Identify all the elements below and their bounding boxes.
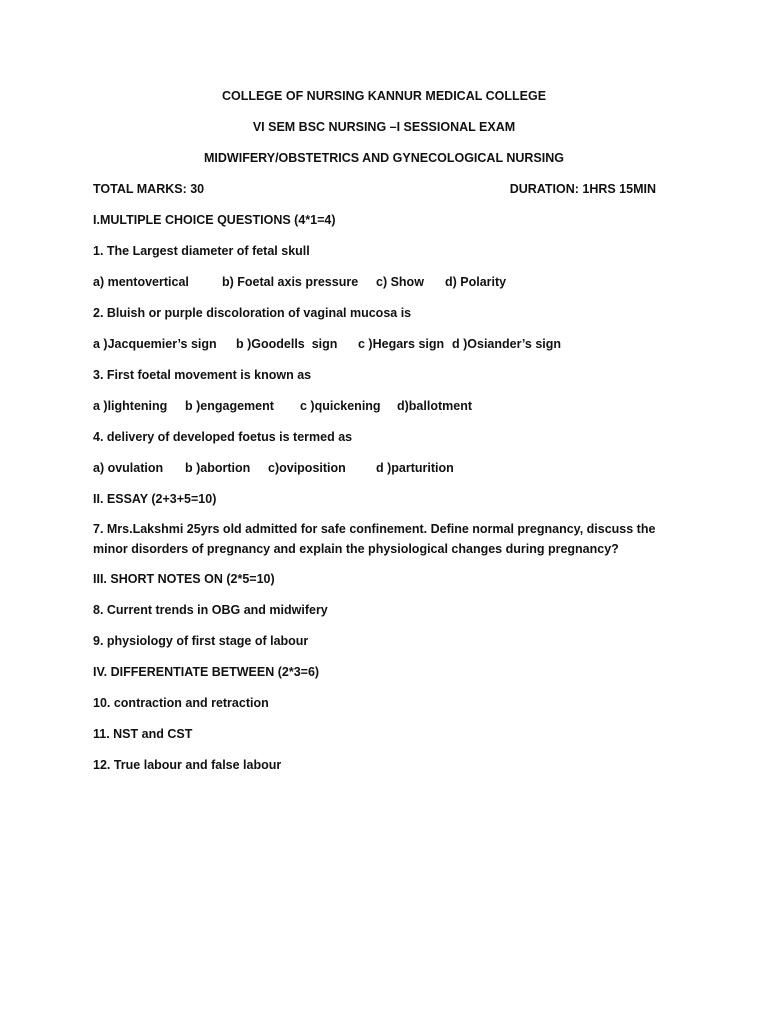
differentiate-10: 10. contraction and retraction [93, 696, 269, 710]
question-2: 2. Bluish or purple discoloration of vaginal mucosa is [93, 306, 412, 320]
differentiate-12: 12. True labour and false labour [93, 758, 282, 772]
q3-option-c: c )quickening [300, 399, 381, 413]
q3-option-d: d)ballotment [397, 399, 472, 413]
section4-heading: IV. DIFFERENTIATE BETWEEN (2*3=6) [93, 665, 320, 679]
q4-option-b: b )abortion [185, 461, 251, 475]
section2-heading: II. ESSAY (2+3+5=10) [93, 492, 217, 506]
subject-title: MIDWIFERY/OBSTETRICS AND GYNECOLOGICAL NURSING [204, 151, 564, 165]
short-note-9: 9. physiology of first stage of labour [93, 634, 309, 648]
total-marks: TOTAL MARKS: 30 [93, 182, 205, 196]
question-1: 1. The Largest diameter of fetal skull [93, 244, 310, 258]
college-title: COLLEGE OF NURSING KANNUR MEDICAL COLLEGE [221, 89, 547, 103]
differentiate-11: 11. NST and CST [93, 727, 193, 741]
essay-question-line1: 7. Mrs.Lakshmi 25yrs old admitted for safe confinement. Define normal pregnancy, discuss the [93, 522, 656, 536]
q1-option-a: a) mentovertical [93, 275, 189, 289]
question-3: 3. First foetal movement is known as [93, 368, 312, 382]
q2-option-a: a )Jacquemier’s sign [93, 337, 217, 351]
q1-option-c: c) Show [376, 275, 424, 289]
q3-option-a: a )lightening [93, 399, 168, 413]
essay-question-line2: minor disorders of pregnancy and explain the physiological changes during pregnancy? [93, 542, 619, 556]
section1-heading: I.MULTIPLE CHOICE QUESTIONS (4*1=4) [93, 213, 336, 227]
section3-heading: III. SHORT NOTES ON (2*5=10) [93, 572, 275, 586]
q2-option-d: d )Osiander’s sign [452, 337, 562, 351]
q2-option-c: c )Hegars sign [358, 337, 445, 351]
q4-option-a: a) ovulation [93, 461, 164, 475]
q2-option-b: b )Goodells sign [236, 337, 338, 351]
q3-option-b: b )engagement [185, 399, 274, 413]
q1-option-d: d) Polarity [445, 275, 507, 289]
duration: DURATION: 1HRS 15MIN [509, 182, 656, 196]
q1-option-b: b) Foetal axis pressure [222, 275, 359, 289]
question-4: 4. delivery of developed foetus is termed as [93, 430, 353, 444]
exam-title: VI SEM BSC NURSING –I SESSIONAL EXAM [252, 120, 516, 134]
q4-option-c: c)oviposition [268, 461, 346, 475]
short-note-8: 8. Current trends in OBG and midwifery [93, 603, 328, 617]
q4-option-d: d )parturition [376, 461, 454, 475]
